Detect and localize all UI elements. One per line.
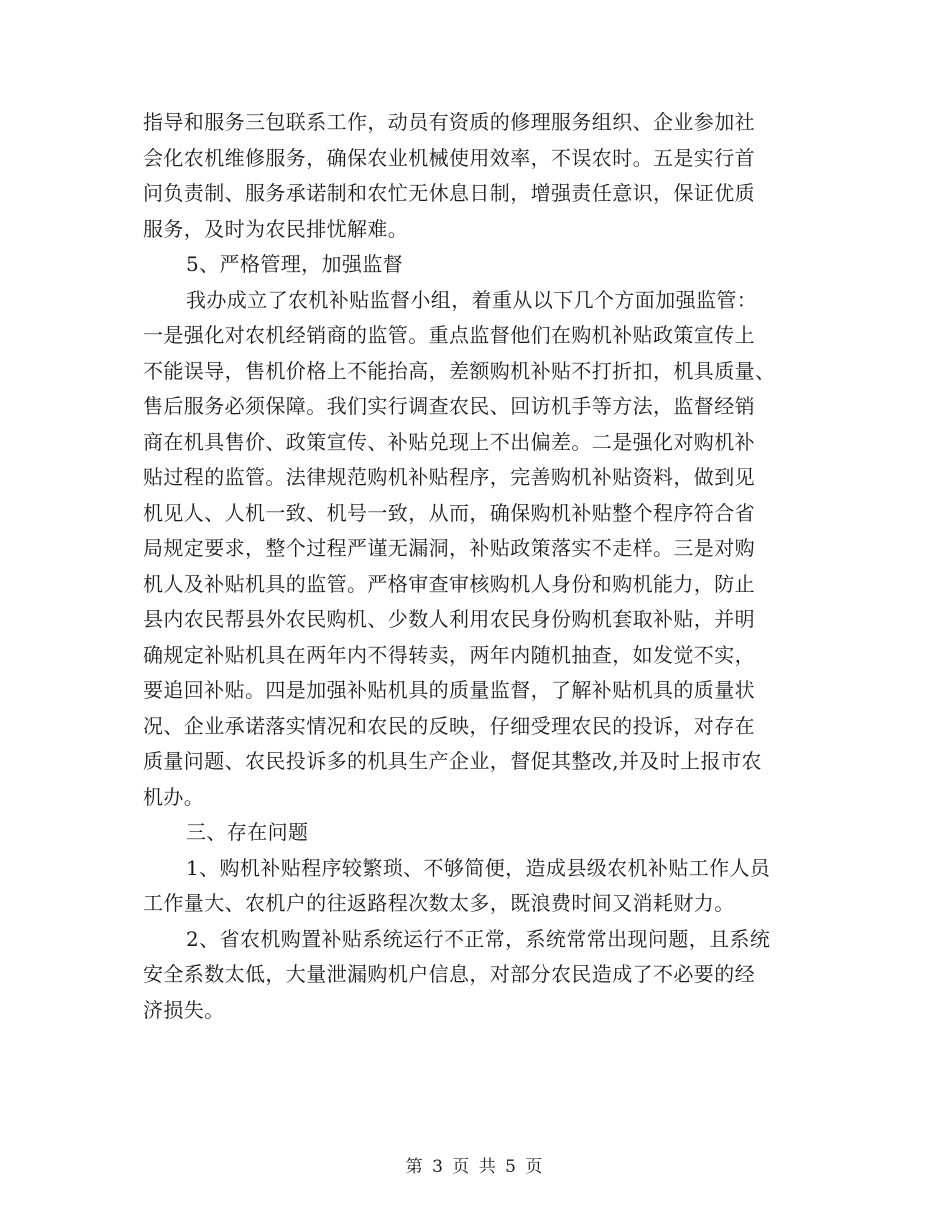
text-line: 一是强化对农机经销商的监管。重点监督他们在购机补贴政策宣传上 xyxy=(143,323,755,347)
text-line: 机办。 xyxy=(143,784,205,809)
text-line: 县内农民帮县外农民购机、少数人利用农民身份购机套取补贴，并明 xyxy=(143,607,755,631)
text-line: 济损失。 xyxy=(143,997,225,1022)
text-line: 会化农机维修服务，确保农业机械使用效率，不误农时。五是实行首 xyxy=(143,145,755,170)
text-line: 机见人、人机一致、机号一致，从而，确保购机补贴整个程序符合省 xyxy=(143,500,755,525)
text-line: 局规定要求，整个过程严谨无漏洞，补贴政策落实不走样。三是对购 xyxy=(143,536,755,560)
text-line: 我办成立了农机补贴监督小组，着重从以下几个方面加强监管： xyxy=(186,287,758,312)
text-line: 要追回补贴。四是加强补贴机具的质量监督，了解补贴机具的质量状 xyxy=(143,678,755,702)
text-line: 商在机具售价、政策宣传、补贴兑现上不出偏差。二是强化对购机补 xyxy=(143,429,755,454)
text-line: 服务，及时为农民排忧解难。 xyxy=(143,216,409,241)
text-line: 贴过程的监管。法律规范购机补贴程序，完善购机补贴资料，做到见 xyxy=(143,465,755,489)
text-line: 确规定补贴机具在两年内不得转卖，两年内随机抽查，如发觉不实， xyxy=(143,642,755,667)
text-line: 质量问题、农民投诉多的机具生产企业，督促其整改,并及时上报市农 xyxy=(143,749,762,773)
text-line: 问负责制、服务承诺制和农忙无休息日制，增强责任意识，保证优质 xyxy=(143,181,755,205)
text-line: 2、省农机购置补贴系统运行不正常，系统常常出现问题，且系统 xyxy=(186,926,771,951)
text-line: 工作量大、农机户的往返路程次数太多，既浪费时间又消耗财力。 xyxy=(143,891,735,915)
document-body xyxy=(143,105,813,1028)
page-footer: 第 3 页 共 5 页 xyxy=(405,1157,545,1177)
text-line: 1、购机补贴程序较繁琐、不够简便，造成县级农机补贴工作人员 xyxy=(186,855,771,880)
text-line: 不能误导，售机价格上不能抬高，差额购机补贴不打折扣，机具质量、 xyxy=(143,358,776,383)
text-line: 安全系数太低，大量泄漏购机户信息，对部分农民造成了不必要的经 xyxy=(143,962,755,986)
text-line: 况、企业承诺落实情况和农民的反映，仔细受理农民的投诉，对存在 xyxy=(143,713,755,738)
text-line: 5、严格管理，加强监督 xyxy=(186,252,404,276)
text-line: 机人及补贴机具的监管。严格审查审核购机人身份和购机能力，防止 xyxy=(143,571,755,596)
text-line: 售后服务必须保障。我们实行调查农民、回访机手等方法，监督经销 xyxy=(143,394,755,418)
text-line: 三、存在问题 xyxy=(186,820,309,844)
text-line: 指导和服务三包联系工作，动员有资质的修理服务组织、企业参加社 xyxy=(143,110,755,134)
